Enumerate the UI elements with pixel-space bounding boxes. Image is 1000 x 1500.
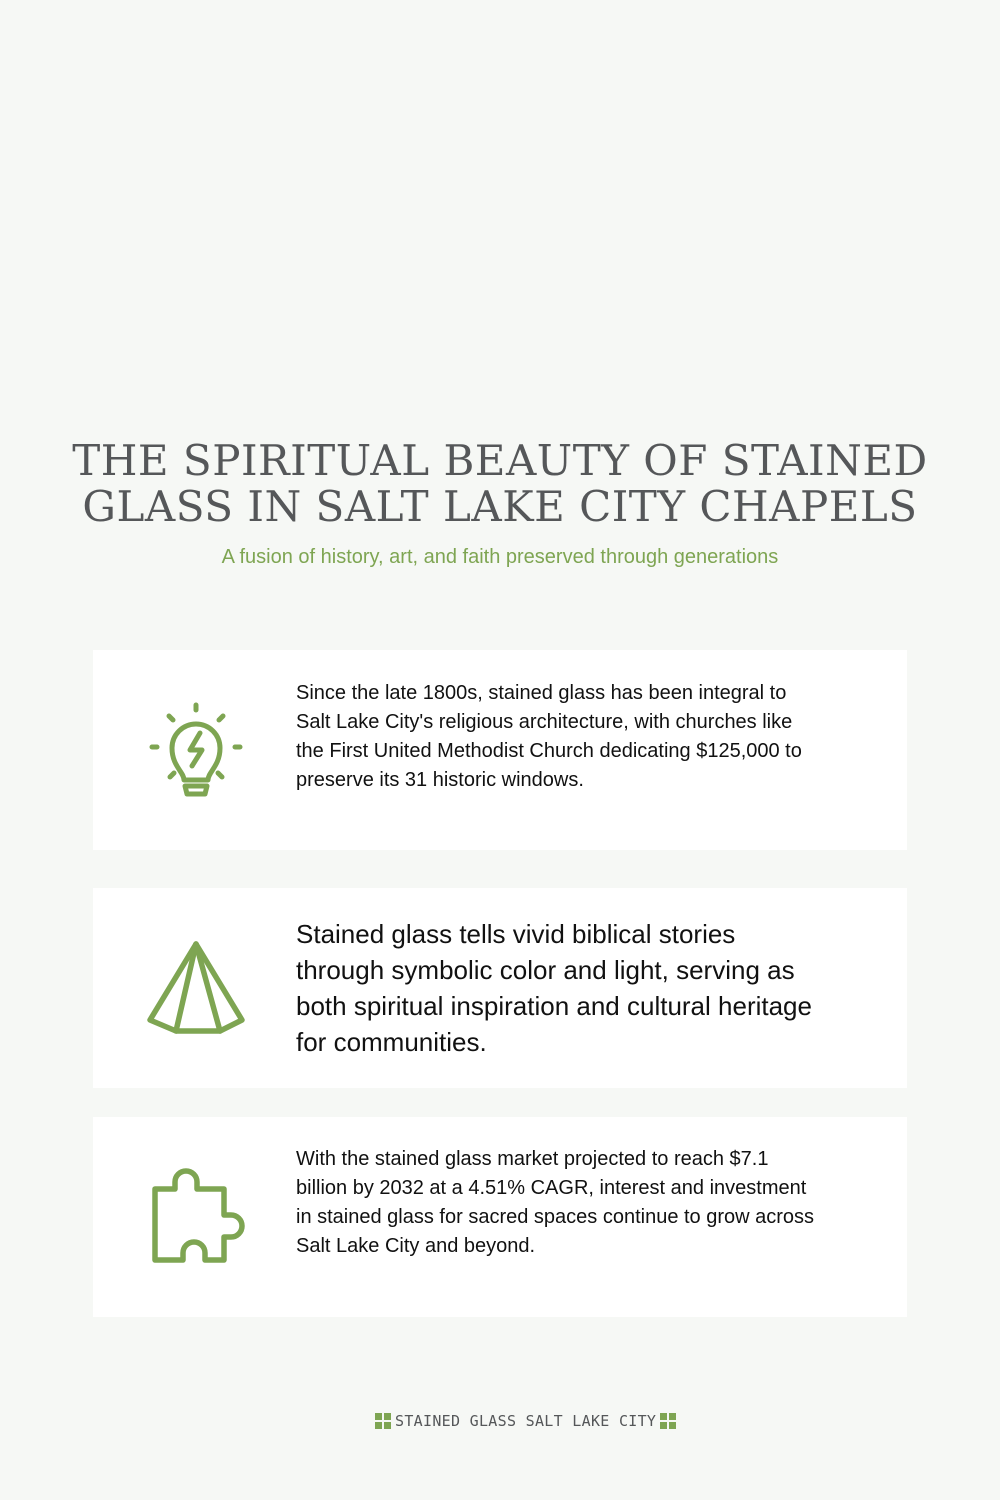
footer-brand-text: STAINED GLASS SALT LAKE CITY <box>395 1412 657 1430</box>
footer-logo <box>375 1410 655 1432</box>
info-card-history <box>93 650 907 850</box>
page-subtitle: A fusion of history, art, and faith preserved through generations <box>221 546 779 568</box>
stained-glass-grid-icon <box>660 1413 676 1429</box>
info-card-stories <box>93 888 907 1088</box>
stained-glass-grid-icon <box>375 1413 391 1429</box>
pyramid-icon <box>146 938 246 1038</box>
card-text-history: Since the late 1800s, stained glass has been integral to Salt Lake City's religious architecture, with churches like the First United Methodist Church dedicating $125,000 to preserve its 31 historic windows. <box>296 682 802 791</box>
card-text-stories: Stained glass tells vivid biblical stories through symbolic color and light, serving as both spiritual inspiration and cultural heritage for communities. <box>296 919 812 1057</box>
info-card-market <box>93 1117 907 1317</box>
page-title: THE SPIRITUAL BEAUTY OF STAINED GLASS IN SALT LAKE CITY CHAPELS <box>72 436 928 531</box>
lightbulb-icon <box>146 700 246 800</box>
puzzle-piece-icon <box>146 1167 246 1267</box>
card-text-market: With the stained glass market projected to reach $7.1 billion by 2032 at a 4.51% CAGR, interest and investment in stained glass for sacred spaces continue to grow across Salt Lake City and beyond. <box>296 1148 815 1257</box>
